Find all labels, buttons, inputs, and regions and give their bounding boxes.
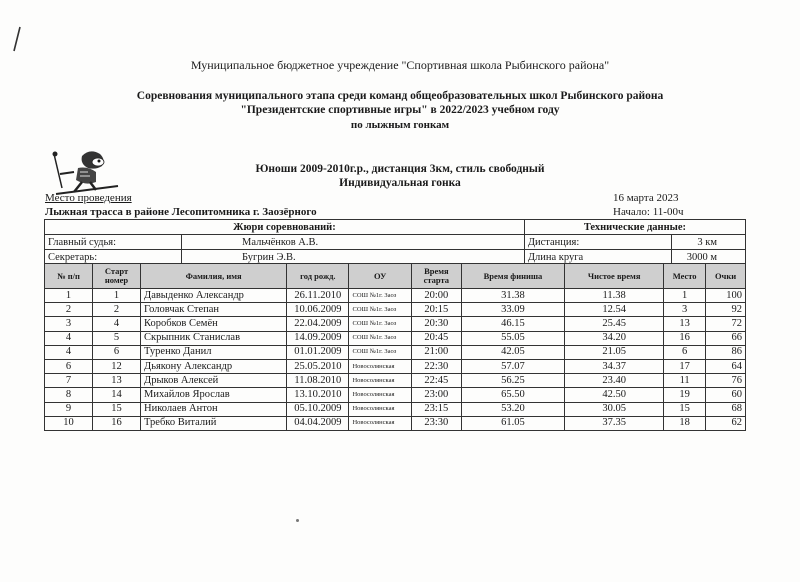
- scan-speck: [296, 519, 299, 522]
- birth-date: 25.05.2010: [287, 359, 349, 373]
- place: 11: [664, 374, 706, 388]
- school: Новосолянская: [349, 402, 411, 416]
- place: 15: [664, 402, 706, 416]
- row-number: 3: [45, 317, 93, 331]
- track-location: Лыжная трасса в районе Лесопитомника г. Заозёрного: [45, 206, 317, 218]
- table-row: [45, 402, 746, 416]
- start-time: 20:30: [411, 317, 461, 331]
- birth-date: 10.06.2009: [287, 303, 349, 317]
- place: 17: [664, 359, 706, 373]
- birth-date: 14.09.2009: [287, 331, 349, 345]
- net-time: 30.05: [565, 402, 664, 416]
- points: 66: [706, 331, 746, 345]
- finish-time: 31.38: [461, 289, 564, 303]
- athlete-name: Скрыпник Станислав: [141, 331, 287, 345]
- birth-date: 26.11.2010: [287, 289, 349, 303]
- place: 6: [664, 345, 706, 359]
- finish-time: 42.05: [461, 345, 564, 359]
- row-number: 1: [45, 289, 93, 303]
- points: 62: [706, 416, 746, 430]
- place: 1: [664, 289, 706, 303]
- athlete-name: Давыденко Александр: [141, 289, 287, 303]
- bib-number: 16: [93, 416, 141, 430]
- table-row: [45, 374, 746, 388]
- net-time: 21.05: [565, 345, 664, 359]
- event-date: 16 марта 2023: [613, 192, 679, 204]
- start-time: 23:15: [411, 402, 461, 416]
- athlete-name: Требко Виталий: [141, 416, 287, 430]
- net-time: 37.35: [565, 416, 664, 430]
- venue-label: Место проведения: [45, 192, 132, 204]
- birth-date: 05.10.2009: [287, 402, 349, 416]
- tech-header: Технические данные:: [524, 220, 745, 235]
- col-header-school: ОУ: [349, 264, 411, 289]
- school: СОШ №1г. Заоз: [349, 331, 411, 345]
- athlete-name: Дрыков Алексей: [141, 374, 287, 388]
- table-row: [45, 416, 746, 430]
- school: Новосолянская: [349, 416, 411, 430]
- points: 68: [706, 402, 746, 416]
- bib-number: 5: [93, 331, 141, 345]
- points: 92: [706, 303, 746, 317]
- start-time: 23:30: [411, 416, 461, 430]
- row-number: 4: [45, 345, 93, 359]
- athlete-name: Михайлов Ярослав: [141, 388, 287, 402]
- results-table: [44, 263, 746, 431]
- table-row: [45, 359, 746, 373]
- row-number: 9: [45, 402, 93, 416]
- distance-value: 3 км: [671, 235, 745, 250]
- points: 64: [706, 359, 746, 373]
- organization-name: Муниципальное бюджетное учреждение "Спортивная школа Рыбинского района": [190, 58, 610, 72]
- finish-time: 46.15: [461, 317, 564, 331]
- event-title-line1: Юноши 2009-2010г.р., дистанция 3км, стиль свободный: [255, 163, 545, 175]
- lap-length-value: 3000 м: [671, 250, 745, 265]
- athlete-name: Коробков Семён: [141, 317, 287, 331]
- points: 72: [706, 317, 746, 331]
- birth-date: 13.10.2010: [287, 388, 349, 402]
- finish-time: 65.50: [461, 388, 564, 402]
- school: Новосолянская: [349, 359, 411, 373]
- bib-number: 14: [93, 388, 141, 402]
- row-number: 10: [45, 416, 93, 430]
- col-header-name: Фамилия, имя: [141, 264, 287, 289]
- lap-length-label: Длина круга: [524, 250, 671, 265]
- school: СОШ №1г. Заоз: [349, 289, 411, 303]
- secretary-label: Секретарь:: [45, 250, 182, 265]
- competition-title-line3: по лыжным гонкам: [350, 119, 450, 131]
- start-time: 20:00: [411, 289, 461, 303]
- start-time: 20:45: [411, 331, 461, 345]
- jury-header: Жюри соревнований:: [45, 220, 525, 235]
- school: Новосолянская: [349, 374, 411, 388]
- start-time: 22:45: [411, 374, 461, 388]
- col-header-place: Место: [664, 264, 706, 289]
- finish-time: 33.09: [461, 303, 564, 317]
- birth-date: 22.04.2009: [287, 317, 349, 331]
- athlete-name: Головчак Степан: [141, 303, 287, 317]
- table-row: [45, 317, 746, 331]
- event-title-line2: Индивидуальная гонка: [339, 177, 461, 189]
- birth-date: 04.04.2009: [287, 416, 349, 430]
- row-number: 6: [45, 359, 93, 373]
- chief-judge-value: Мальчёнков А.В.: [182, 235, 525, 250]
- start-time: Начало: 11-00ч: [613, 206, 684, 218]
- results-body: [45, 289, 746, 431]
- athlete-name: Туренко Данил: [141, 345, 287, 359]
- row-number: 8: [45, 388, 93, 402]
- secretary-value: Бугрин Э.В.: [182, 250, 525, 265]
- finish-time: 53.20: [461, 402, 564, 416]
- school: Новосолянская: [349, 388, 411, 402]
- distance-label: Дистанция:: [524, 235, 671, 250]
- results-header-row: [45, 264, 746, 289]
- table-row: [45, 345, 746, 359]
- place: 13: [664, 317, 706, 331]
- athlete-name: Николаев Антон: [141, 402, 287, 416]
- table-row: [45, 289, 746, 303]
- bib-number: 12: [93, 359, 141, 373]
- col-header-number: № п/п: [45, 264, 93, 289]
- start-time: 20:15: [411, 303, 461, 317]
- chief-judge-label: Главный судья:: [45, 235, 182, 250]
- competition-title-line2: "Президентские спортивные игры" в 2022/2023 учебном году: [240, 104, 560, 116]
- place: 18: [664, 416, 706, 430]
- bib-number: 4: [93, 317, 141, 331]
- school: СОШ №1г. Заоз: [349, 303, 411, 317]
- birth-date: 01.01.2009: [287, 345, 349, 359]
- points: 86: [706, 345, 746, 359]
- bib-number: 6: [93, 345, 141, 359]
- place: 19: [664, 388, 706, 402]
- row-number: 2: [45, 303, 93, 317]
- place: 16: [664, 331, 706, 345]
- table-row: [45, 331, 746, 345]
- birth-date: 11.08.2010: [287, 374, 349, 388]
- bib-number: 13: [93, 374, 141, 388]
- net-time: 23.40: [565, 374, 664, 388]
- points: 100: [706, 289, 746, 303]
- finish-time: 61.05: [461, 416, 564, 430]
- start-time: 21:00: [411, 345, 461, 359]
- net-time: 11.38: [565, 289, 664, 303]
- table-row: [45, 388, 746, 402]
- bib-number: 15: [93, 402, 141, 416]
- col-header-finish-time: Время финиша: [461, 264, 564, 289]
- competition-title-line1: Соревнования муниципального этапа среди команд общеобразовательных школ Рыбинского района: [136, 90, 664, 102]
- officials-table: [44, 219, 746, 265]
- pen-stroke-mark: [12, 26, 22, 52]
- net-time: 34.37: [565, 359, 664, 373]
- finish-time: 57.07: [461, 359, 564, 373]
- points: 76: [706, 374, 746, 388]
- athlete-name: Дьякону Александр: [141, 359, 287, 373]
- school: СОШ №1г. Заоз: [349, 345, 411, 359]
- bib-number: 2: [93, 303, 141, 317]
- col-header-bib: Старт номер: [93, 264, 141, 289]
- col-header-points: Очки: [706, 264, 746, 289]
- school: СОШ №1г. Заоз: [349, 317, 411, 331]
- net-time: 12.54: [565, 303, 664, 317]
- row-number: 4: [45, 331, 93, 345]
- col-header-net-time: Чистое время: [565, 264, 664, 289]
- finish-time: 56.25: [461, 374, 564, 388]
- col-header-birth: год рожд.: [287, 264, 349, 289]
- net-time: 42.50: [565, 388, 664, 402]
- row-number: 7: [45, 374, 93, 388]
- table-row: [45, 303, 746, 317]
- net-time: 25.45: [565, 317, 664, 331]
- place: 3: [664, 303, 706, 317]
- net-time: 34.20: [565, 331, 664, 345]
- col-header-start-time: Время старта: [411, 264, 461, 289]
- start-time: 22:30: [411, 359, 461, 373]
- points: 60: [706, 388, 746, 402]
- finish-time: 55.05: [461, 331, 564, 345]
- start-time: 23:00: [411, 388, 461, 402]
- bib-number: 1: [93, 289, 141, 303]
